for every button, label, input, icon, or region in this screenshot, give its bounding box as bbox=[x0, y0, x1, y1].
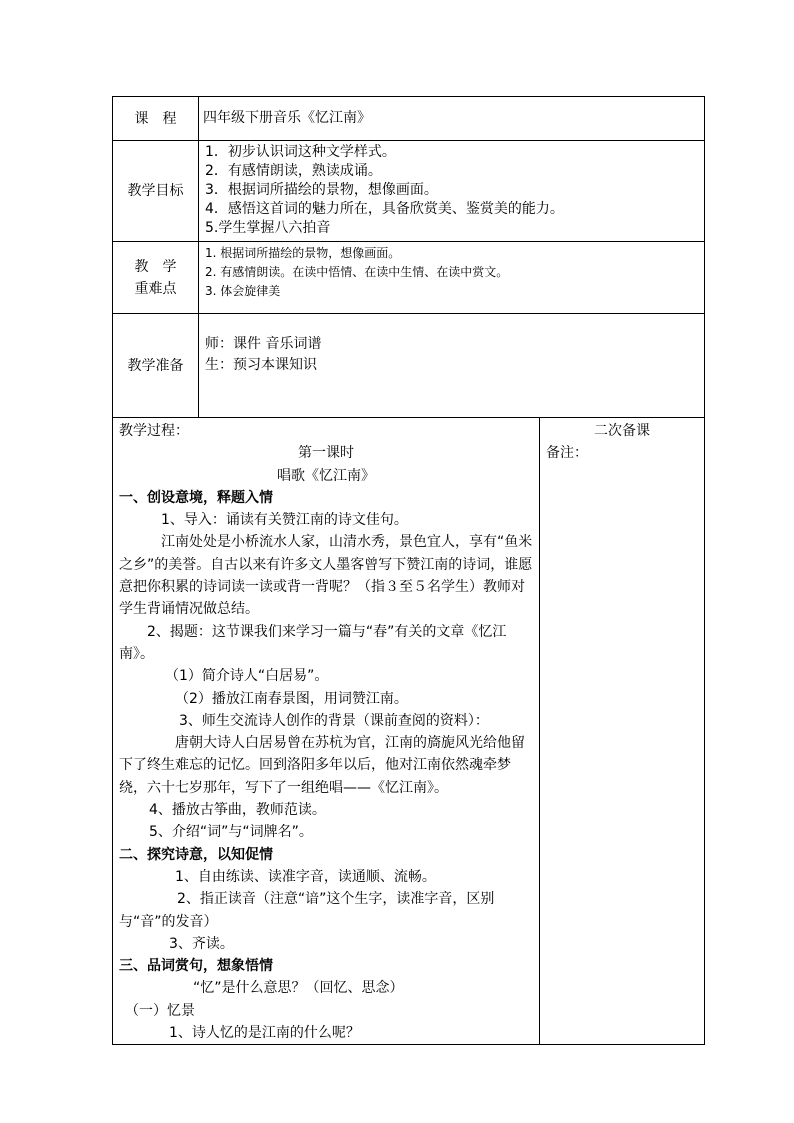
process-line: 4、播放古筝曲，教师范读。 bbox=[149, 802, 326, 819]
process-line: 1、导入：诵读有关赞江南的诗文佳句。 bbox=[161, 512, 408, 529]
process-paragraph: 2、揭题：这节课我们来学习一篇与“春”有关的文章《忆江南》。 bbox=[119, 623, 507, 662]
course-row bbox=[113, 97, 705, 141]
process-content bbox=[113, 418, 540, 1045]
preparation-item: 师：课件 音乐词谱 bbox=[205, 336, 322, 352]
course-value: 四年级下册音乐《忆江南》 bbox=[199, 97, 705, 141]
section-heading: 二、探究诗意，以知促情 bbox=[119, 846, 273, 863]
key-point-item: 2. 有感情朗读。在读中悟情、在读中生情、在读中赏文。 bbox=[205, 265, 509, 279]
process-line: “忆”是什么意思？（回忆、思念） bbox=[193, 980, 404, 997]
goal-item: 1．初步认识词这种文学样式。 bbox=[205, 144, 396, 160]
process-line: 5、介绍“词”与“词牌名”。 bbox=[149, 824, 313, 841]
goals-label: 教学目标 bbox=[113, 141, 199, 242]
goal-item: 5.学生掌握八六拍音 bbox=[205, 220, 331, 236]
key-points-row bbox=[113, 242, 705, 314]
process-line: （2）播放江南春景图，用词赞江南。 bbox=[175, 690, 408, 707]
side-notes-title: 二次备课 bbox=[594, 423, 650, 439]
key-point-item: 3. 体会旋律美 bbox=[205, 284, 281, 298]
lesson-plan-table bbox=[112, 96, 705, 1045]
goals-content bbox=[199, 141, 705, 242]
process-line: 3、师生交流诗人创作的背景（课前查阅的资料）： bbox=[179, 712, 489, 729]
process-line: （1）简介诗人“白居易”。 bbox=[165, 668, 329, 685]
lesson-title: 第一课时 bbox=[298, 445, 354, 462]
process-line: 1、诗人忆的是江南的什么呢？ bbox=[169, 1025, 360, 1042]
process-paragraph: 唐朝大诗人白居易曾在苏杭为官，江南的旖旎风光给他留下了终生难忘的记忆。回到洛阳多年以后，他对江南依然魂牵梦绕，六十七岁那年，写下了一组绝唱——《忆江南》。 bbox=[119, 735, 525, 796]
goals-row bbox=[113, 141, 705, 242]
side-notes bbox=[540, 418, 705, 1045]
key-point-item: 1. 根据词所描绘的景物，想像画面。 bbox=[205, 246, 401, 260]
section-heading: 一、创设意境，释题入情 bbox=[119, 489, 273, 506]
preparation-content bbox=[199, 314, 705, 418]
course-label: 课 程 bbox=[113, 97, 199, 141]
key-points-content bbox=[199, 242, 705, 314]
process-paragraph: 江南处处是小桥流水人家，山清水秀，景色宜人，享有“鱼米之乡”的美誉。自古以来有许多文人墨客曾写下赞江南的诗词，谁愿意把你积累的诗词读一读或背一背呢？（指３至５名学生）教师对学生背诵情况做总结。 bbox=[119, 534, 533, 618]
section-heading: 三、品词赏句，想象悟情 bbox=[119, 958, 273, 975]
process-line: 3、齐读。 bbox=[169, 935, 234, 952]
preparation-label: 教学准备 bbox=[113, 314, 199, 418]
preparation-item: 生：预习本课知识 bbox=[205, 357, 317, 373]
process-line: （一）忆景 bbox=[125, 1002, 195, 1019]
side-notes-label: 备注： bbox=[546, 445, 588, 461]
preparation-row bbox=[113, 314, 705, 418]
goal-item: 2．有感情朗读，熟读成诵。 bbox=[205, 163, 382, 179]
song-title: 唱歌《忆江南》 bbox=[277, 467, 375, 484]
key-points-label: 教 学 重难点 bbox=[113, 242, 199, 314]
goal-item: 4．感悟这首词的魅力所在，具备欣赏美、鉴赏美的能力。 bbox=[205, 201, 564, 217]
process-row bbox=[113, 418, 705, 1045]
process-line: 1、自由练读、读准字音，读通顺、流畅。 bbox=[175, 868, 436, 885]
process-heading: 教学过程： bbox=[119, 423, 189, 439]
goal-item: 3．根据词所描绘的景物，想像画面。 bbox=[205, 182, 438, 198]
process-paragraph: 2、指正读音（注意“谙”这个生字，读准字音，区别与“音”的发音） bbox=[119, 891, 495, 930]
